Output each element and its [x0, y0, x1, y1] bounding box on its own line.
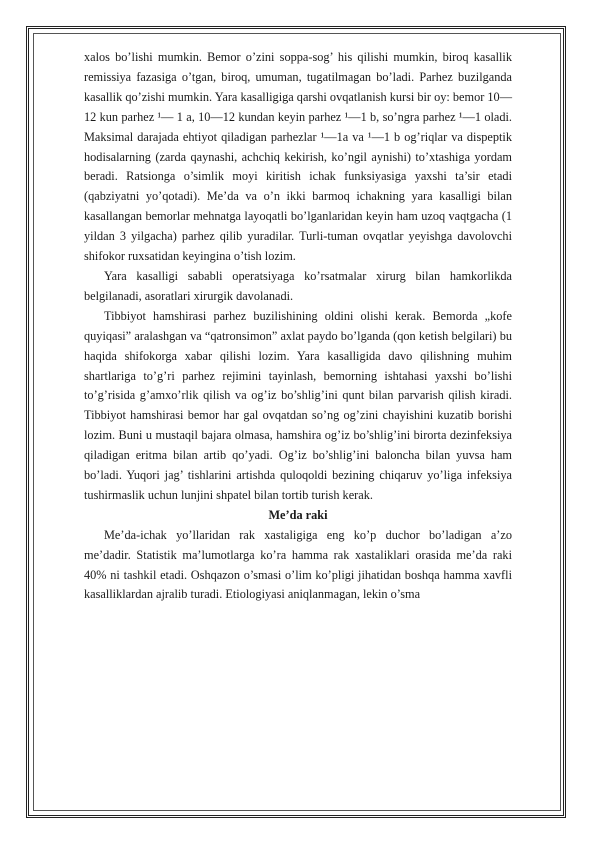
paragraph-3: Tibbiyot hamshirasi parhez buzilishining oldini olishi kerak. Bemorda „kofe quyiqasi” aralashgan va “qatronsimon” axlat paydo bo’lganda (qon ketish belgilari) bu haqida shifokorga xabar qilishi lozim. Yara kasalligida davo qilishning muhim shartlariga to’g’ri parhez rejimini tayinlash, bemorning ishtahasi yaxshi bo’lishi to’g’risida g’amxo’rlik qilish va og’iz bo’shlig’ini qunt bilan parvarish qilish kiradi. Tibbiyot hamshirasi bemor har gal ovqatdan so’ng og’zini chayishini kuzatib borishi lozim. Buni u mustaqil bajara olmasa, hamshira og’iz bo’shlig’ini birorta dezinfeksiya qiladigan eritma bilan artib qo’yadi. Og’iz bo’shlig’ini baloncha bilan yuvsa ham bo’ladi. Yuqori jag’ tishlarini artishda quloqoldi bezining chiqaruv yo’liga infeksiya tushirmaslik uchun lunjini shpatel bilan tortib turish kerak. [84, 308, 512, 502]
section-heading: Me’da raki [268, 507, 328, 522]
paragraph-1: xalos bo’lishi mumkin. Bemor o’zini soppa-sog’ his qilishi mumkin, biroq kasallik remissiya fazasiga o’tgan, biroq, umuman, tugatilmagan bo’ladi. Parhez buzilganda kasallik qo’zishi mumkin. Yara kasalligiga qarshi ovqatlanish kursi bir oy: bemor 10—12 kun parhez ¹— 1 a, 10—12 kundan keyin parhez ¹—1 b, so’ngra parhez ¹—1 oladi. Maksimal darajada ehtiyot qiladigan parhezlar ¹—1a va ¹—1 b og’riqlar va dispeptik hodisalarning (zarda qaynashi, achchiq kekirish, ko’ngil aynishi) to’xtashiga yordam beradi. Ratsionga o’simlik moyi kiritish ichak funksiyasiga yaxshi ta’sir etadi (qabziyatni yo’qotadi). Me’da va o’n ikki barmoq ichakning yara kasalligi bilan kasallangan bemorlar mehnatga layoqatli bo’lganlaridan keyin ham uzoq vaqtgacha (1 yildan 3 yilgacha) parhez qilib yuradilar. Turli-tuman ovqatlar yeyishga davolovchi shifokor ruxsatidan keyingina o’tish lozim. [84, 50, 512, 264]
paragraph-2: Yara kasalligi sababli operatsiyaga ko’rsatmalar xirurg bilan hamkorlikda belgilanadi, asoratlari xirurgik davolanadi. [84, 268, 512, 303]
paragraph-4: Me’da-ichak yo’llaridan rak xastaligiga eng ko’p duchor bo’ladigan a’zo me’dadir. Statistik ma’lumotlarga ko’ra hamma rak xastaliklari orasida me’da raki 40% ni tashkil etadi. Oshqazon o’smasi o’lim ko’pligi jihatidan boshqa hamma xavfli kasalliklardan ajralib turadi. Etiologiyasi aniqlanmagan, lekin o’sma [84, 527, 512, 602]
document-body [84, 48, 512, 605]
